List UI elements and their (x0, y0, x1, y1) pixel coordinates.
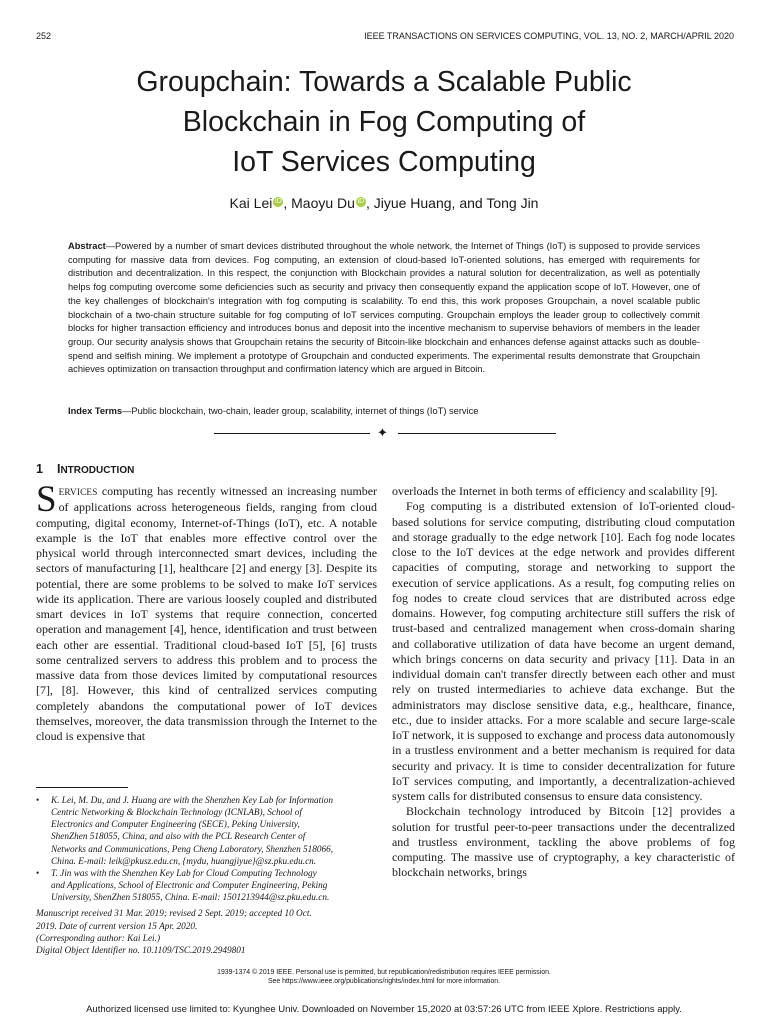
footnote-line: Networks and Communications, Peng Cheng Laboratory, Shenzhen 518066, (51, 844, 334, 855)
section-title-initial: I (56, 462, 61, 476)
paper-title (60, 62, 708, 182)
footnote-line: ShenZhen 518055, China, and also with the PCL Research Center of (51, 832, 306, 843)
page-number: 252 (36, 31, 52, 41)
index-terms (68, 405, 700, 418)
divider-ornament-icon: ✦ (377, 425, 388, 440)
footnote-line: Electronics and Computer Engineering (SECE), Peking University, (51, 820, 300, 831)
footnote-line: Centric Networking & Blockchain Technology (ICNLAB), School of (51, 808, 302, 819)
section-number: 1 (36, 462, 43, 476)
doi-line: Digital Object Identifier no. 10.1109/TSC.2019.2949801 (36, 945, 246, 956)
abstract-text: —Powered by a number of smart devices distributed throughout the whole network, the Internet of Things (IoT) is supposed to provide services computing for massive data from devices. Fog computing, an extension of cloud-based IoT-oriented solutions, has emerged with requirements for distribution and decentralization. In this respect, the conjunction with Blockchain provides a natural solution for decentralization, as well as potentially helps fog computing overcome some deficiencies such as security and privacy then consequently expand the application scope of IoT. However, one of the key challenges of blockchain's integration with fog computing is scalability. To end this, this work proposes Groupchain, a novel scalable public blockchain of a two-chain structure suitable for fog computing of IoT services computing. Groupchain employs the leader group to collectively commit blocks for higher transaction efficiency and introduces bonus and deposit into the incentive mechanism to supervise behaviors of members in the leader group. Our security analysis shows that Groupchain retains the security of Bitcoin-like blockchain and enhances defense against attacks such as double-spend and selfish mining. We implement a prototype of Groupchain and conducted experiments. The experimental results demonstrate that Groupchain achieves optimization on transaction throughput and confirmation latency which are argued in Bitcoin. (68, 241, 700, 375)
body-paragraph: overloads the Internet in both terms of efficiency and scalability [9]. (392, 484, 718, 498)
footnote-line: K. Lei, M. Du, and J. Huang are with the Shenzhen Key Lab for Information (51, 796, 334, 806)
affiliation-footnote (36, 868, 377, 904)
index-terms-label: Index Terms (68, 406, 123, 416)
section-heading (36, 462, 134, 476)
license-download-note: Authorized licensed use limited to: Kyunghee Univ. Downloaded on November 15,2020 at 03:57:26 UTC from IEEE Xplore. Restrictions apply. (86, 1004, 682, 1015)
footnote-line: University, ShenZhen 518055, China. E-mail: 1501213944@sz.pku.edu.cn. (51, 893, 330, 904)
title-line-2: Blockchain in Fog Computing of (182, 106, 586, 138)
copyright-line: See https://www.ieee.org/publications/rights/index.html for more information. (267, 978, 501, 985)
body-paragraph: Fog computing is a distributed extension of IoT-oriented cloud-based solutions for service computing, distributing cloud computation and storage gradually to the edge network [10]. Each fog node locates close to the IoT devices at the edge network and provides different capacities of computing, storage and networking to support the execution of service applications. As a result, fog computing relies on fog nodes to create cloud services that are distributed across edge domains. However, fog computing architecture still suffers the risk of trust-based and centralized management when cross-domain sharing and collaborative utilization of data have become an urgent demand, which brings concerns on data security and privacy [11]. Data in an individual domain can't transfer directly between each other and must rely on trusted intermediaries to achieve data exchange. But the administrators may disclose sensitive data, e.g., healthcare, finance, etc., due to insider attacks. For a more scalable and secure large-scale IoT network, it is supposed to exchange and process data autonomously in a trustless environment and a better mechanism is required for data security and privacy. It is time to consider decentralization for future IoT services computing, and importantly, a decentralization-achieved system calls for distributed consensus to ensure data consistency. (392, 499, 735, 803)
divider-line-left (214, 433, 370, 434)
abstract-label: Abstract (68, 241, 106, 251)
copyright-line: 1939-1374 © 2019 IEEE. Personal use is permitted, but republication/redistribution requires IEEE permission. (217, 969, 551, 976)
body-column-left (36, 479, 377, 744)
footnote-line: China. E-mail: leik@pkusz.edu.cn, {mydu, huangjiyue}@sz.pku.edu.cn. (51, 856, 317, 867)
copyright-notice (100, 968, 668, 986)
title-line-3: IoT Services Computing (232, 146, 536, 178)
lead-word: ERVICES (58, 487, 98, 497)
body-paragraph: Blockchain technology introduced by Bitcoin [12] provides a solution for trustful peer-to-peer transactions under the decentralized and trustless environment, tackling the above problems of fog computing. The massive use of cryptography, a key characteristic of blockchain networks, brings (392, 804, 735, 880)
index-terms-text: —Public blockchain, two-chain, leader group, scalability, internet of things (IoT) service (122, 406, 479, 416)
divider-line-right (398, 433, 556, 434)
corresponding-author: (Corresponding author: Kai Lei.) (36, 933, 161, 944)
footnote-line: and Applications, School of Electronic and Computer Engineering, Peking (51, 881, 328, 892)
body-paragraph (36, 479, 377, 744)
affiliation-footnote (36, 795, 377, 868)
bullet-icon: • (36, 868, 40, 879)
author-separator: , (283, 195, 292, 211)
manuscript-dates: Manuscript received 31 Mar. 2019; revised 2 Sept. 2019; accepted 10 Oct. (36, 909, 312, 920)
author-name: Maoyu Du (291, 195, 355, 211)
manuscript-dates: 2019. Date of current version 15 Apr. 2020. (36, 921, 198, 932)
bullet-icon: • (36, 796, 40, 806)
orcid-icon[interactable]: iD (357, 198, 365, 205)
footnote-rule (36, 787, 128, 788)
drop-cap: S (36, 479, 57, 520)
author-names-rest: , Jiyue Huang, and Tong Jin (365, 195, 539, 211)
orcid-icon[interactable]: iD (275, 198, 282, 205)
journal-header: IEEE TRANSACTIONS ON SERVICES COMPUTING, VOL. 13, NO. 2, MARCH/APRIL 2020 (364, 31, 734, 41)
author-name: Kai Lei (229, 195, 273, 211)
section-title-rest: NTRODUCTION (60, 465, 135, 476)
title-line-1: Groupchain: Towards a Scalable Public (136, 66, 632, 98)
footnotes (36, 795, 377, 957)
abstract (68, 240, 700, 377)
author-list (60, 195, 708, 211)
paragraph-text: computing has recently witnessed an increasing number of applications across heterogeneous fields, ranging from cloud computing, digital economy, Internet-of-Things (IoT), etc. A notable example is the IoT that enables more effective control over the physical world through interconnected smart devices, including the sectors of manufacturing [1], healthcare [2] and energy [3]. Despite its potential, there are some problems to be solved to make IoT services wide its application. There are various loosely coupled and distributed smart devices in IoT systems that require connection, concerted operation and management [4], hence, identification and trust between each other are essential. Traditional cloud-based IoT [5], [6] trusts some centralized servers to address this problem and to process the massive data from those devices limited by computational resources [7], [8]. However, this kind of centralized services computing completely abandons the computational power of IoT devices themselves, moreover, the data transmission through the Internet to the cloud is expensive that (36, 484, 377, 743)
footnote-line: T. Jin was with the Shenzhen Key Lab for Cloud Computing Technology (51, 868, 317, 879)
body-column-right (392, 484, 735, 881)
